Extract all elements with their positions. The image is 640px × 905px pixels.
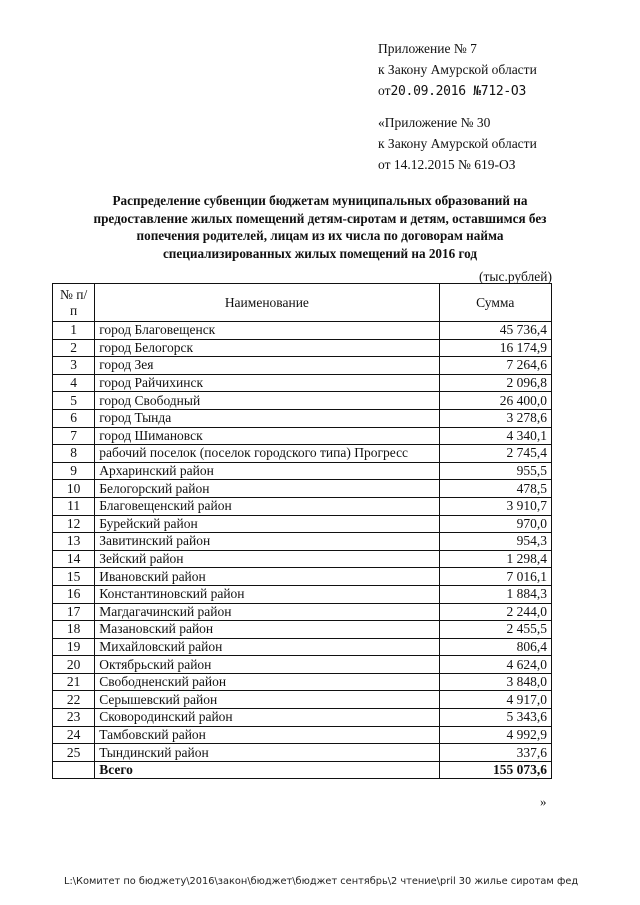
row-num: 19 [53, 638, 95, 656]
table-row [53, 392, 552, 410]
row-num: 25 [53, 744, 95, 762]
row-sum: 4 340,1 [439, 427, 552, 445]
appendix-old-number: «Приложение № 30 [378, 115, 491, 130]
table-body [53, 322, 552, 779]
table-row [53, 462, 552, 480]
row-num: 13 [53, 533, 95, 551]
row-num: 11 [53, 497, 95, 515]
row-num: 16 [53, 585, 95, 603]
row-name: Михайловский район [95, 638, 439, 656]
row-num: 10 [53, 480, 95, 498]
table-row [53, 374, 552, 392]
row-name: город Свободный [95, 392, 439, 410]
appendix-number: Приложение № 7 [378, 41, 477, 56]
table-header-row [53, 284, 552, 322]
appendix-old-header [378, 112, 537, 175]
header-num: № п/п [53, 284, 95, 322]
row-sum: 337,6 [439, 744, 552, 762]
row-name: Магдагачинский район [95, 603, 439, 621]
row-name: Благовещенский район [95, 497, 439, 515]
appendix-old-date: от 14.12.2015 № 619-ОЗ [378, 157, 516, 172]
row-name: Ивановский район [95, 568, 439, 586]
table-row [53, 603, 552, 621]
row-sum: 806,4 [439, 638, 552, 656]
table-row [53, 673, 552, 691]
row-num: 4 [53, 374, 95, 392]
row-sum: 954,3 [439, 533, 552, 551]
row-num: 22 [53, 691, 95, 709]
appendix-date-value: 20.09.2016 №712-ОЗ [390, 84, 526, 99]
appendix-header [378, 38, 537, 102]
table-row [53, 709, 552, 727]
row-name: Серышевский район [95, 691, 439, 709]
row-sum: 1 298,4 [439, 550, 552, 568]
row-name: город Белогорск [95, 339, 439, 357]
table-row [53, 445, 552, 463]
row-num: 5 [53, 392, 95, 410]
table-row [53, 357, 552, 375]
table-row [53, 638, 552, 656]
row-name: город Зея [95, 357, 439, 375]
table-row [53, 322, 552, 340]
row-sum: 3 278,6 [439, 409, 552, 427]
table-row [53, 515, 552, 533]
row-num: 20 [53, 656, 95, 674]
appendix-date-prefix: от [378, 83, 391, 98]
row-sum: 4 917,0 [439, 691, 552, 709]
row-sum: 2 455,5 [439, 621, 552, 639]
row-num: 14 [53, 550, 95, 568]
table-row [53, 585, 552, 603]
units-label: (тыс.рублей) [479, 269, 552, 284]
row-sum: 5 343,6 [439, 709, 552, 727]
file-path-footer: L:\Комитет по бюджету\2016\закон\бюджет\бюджет сентябрь\2 чтение\pril 30 жилье сиротам фед [64, 876, 579, 887]
total-num [53, 761, 95, 779]
row-name: Белогорский район [95, 480, 439, 498]
row-name: Тамбовский район [95, 726, 439, 744]
row-num: 15 [53, 568, 95, 586]
row-num: 9 [53, 462, 95, 480]
document-title: Распределение субвенции бюджетам муниципальных образований на предоставление жилых помещений детям-сиротам и детям, оставшимся без попечения родителей, лицам из их числа по договорам найма специализированных жилых помещений на 2016 год [93, 193, 547, 261]
row-name: Архаринский район [95, 462, 439, 480]
row-sum: 2 096,8 [439, 374, 552, 392]
row-sum: 3 910,7 [439, 497, 552, 515]
table-row [53, 691, 552, 709]
row-name: Свободненский район [95, 673, 439, 691]
table-row [53, 744, 552, 762]
row-name: город Райчихинск [95, 374, 439, 392]
row-num: 7 [53, 427, 95, 445]
table-row [53, 533, 552, 551]
row-sum: 4 992,9 [439, 726, 552, 744]
row-sum: 16 174,9 [439, 339, 552, 357]
row-num: 2 [53, 339, 95, 357]
subsidy-table [52, 283, 552, 779]
row-num: 6 [53, 409, 95, 427]
row-num: 8 [53, 445, 95, 463]
table-row [53, 550, 552, 568]
row-sum: 2 244,0 [439, 603, 552, 621]
table-total-row [53, 761, 552, 779]
row-name: Константиновский район [95, 585, 439, 603]
row-name: Тындинский район [95, 744, 439, 762]
table-row [53, 726, 552, 744]
table-row [53, 497, 552, 515]
table-row [53, 409, 552, 427]
appendix-old-law: к Закону Амурской области [378, 136, 537, 151]
row-name: Сковородинский район [95, 709, 439, 727]
row-sum: 970,0 [439, 515, 552, 533]
row-num: 24 [53, 726, 95, 744]
row-num: 18 [53, 621, 95, 639]
row-sum: 478,5 [439, 480, 552, 498]
row-name: город Тында [95, 409, 439, 427]
row-name: Завитинский район [95, 533, 439, 551]
row-num: 3 [53, 357, 95, 375]
row-name: рабочий поселок (поселок городского типа) Прогресс [95, 445, 439, 463]
row-sum: 26 400,0 [439, 392, 552, 410]
row-sum: 1 884,3 [439, 585, 552, 603]
row-name: Бурейский район [95, 515, 439, 533]
row-num: 21 [53, 673, 95, 691]
table-row [53, 339, 552, 357]
total-sum: 155 073,6 [439, 761, 552, 779]
row-num: 1 [53, 322, 95, 340]
header-sum: Сумма [439, 284, 552, 322]
row-name: город Шимановск [95, 427, 439, 445]
table-row [53, 568, 552, 586]
row-name: Мазановский район [95, 621, 439, 639]
row-num: 23 [53, 709, 95, 727]
header-name: Наименование [95, 284, 439, 322]
row-num: 17 [53, 603, 95, 621]
row-sum: 3 848,0 [439, 673, 552, 691]
row-sum: 7 016,1 [439, 568, 552, 586]
row-num: 12 [53, 515, 95, 533]
total-name: Всего [95, 761, 439, 779]
table-row [53, 480, 552, 498]
table-row [53, 427, 552, 445]
appendix-date [378, 80, 537, 102]
table-row [53, 621, 552, 639]
closing-quote: » [540, 794, 547, 809]
row-name: Октябрьский район [95, 656, 439, 674]
table-row [53, 656, 552, 674]
row-sum: 7 264,6 [439, 357, 552, 375]
row-sum: 955,5 [439, 462, 552, 480]
appendix-law: к Закону Амурской области [378, 62, 537, 77]
row-name: город Благовещенск [95, 322, 439, 340]
row-sum: 45 736,4 [439, 322, 552, 340]
row-sum: 4 624,0 [439, 656, 552, 674]
row-sum: 2 745,4 [439, 445, 552, 463]
row-name: Зейский район [95, 550, 439, 568]
